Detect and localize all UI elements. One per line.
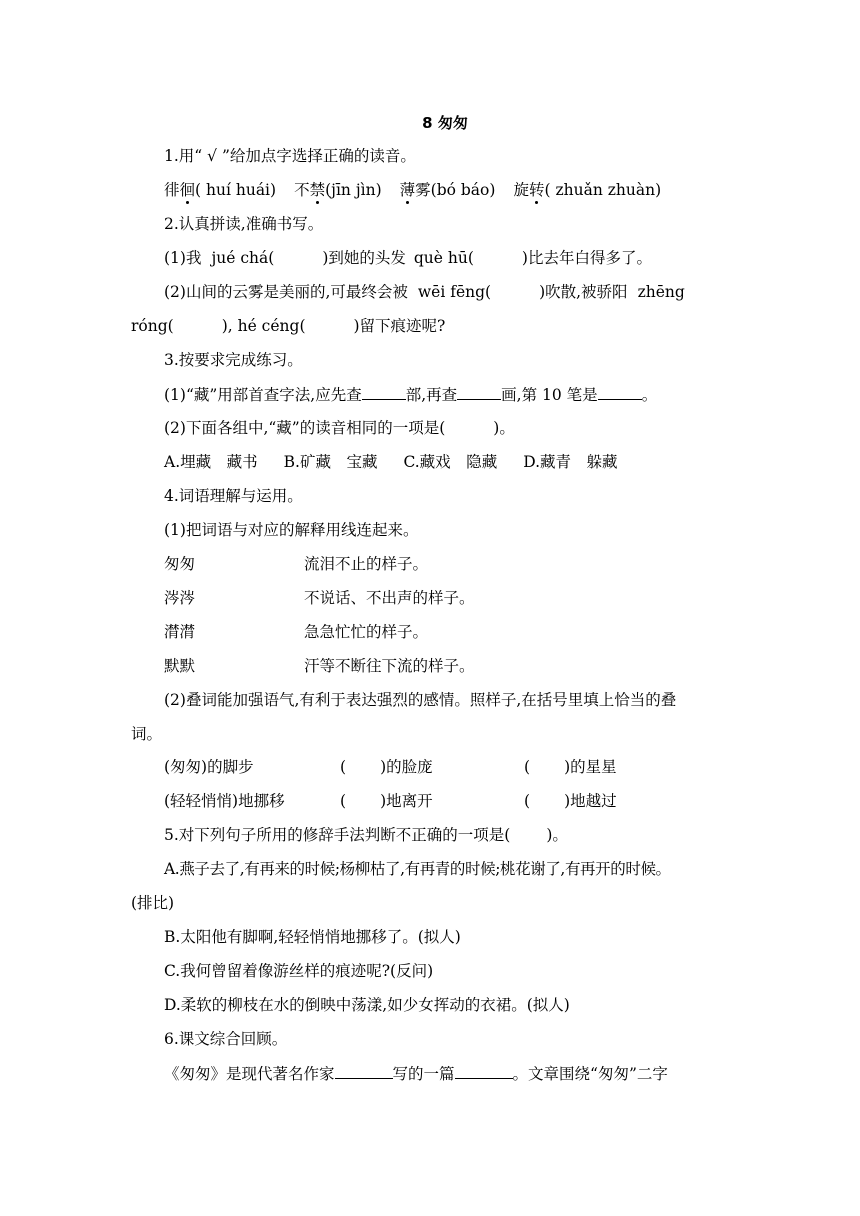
reduplication-blank[interactable]: ( )的星星 — [524, 758, 617, 776]
word-item[interactable]: 匆匆 — [164, 555, 196, 573]
q2-s3: róng( ), hé céng( )留下痕迹呢? — [131, 317, 446, 335]
q2-s1: (1)我 jué chá( )到她的头发 què hū( )比去年白得多了。 — [164, 249, 652, 267]
reduplication-blank[interactable]: ( )的脸庞 — [340, 758, 433, 776]
answer-blank[interactable] — [455, 1063, 513, 1079]
page-title: 8 匆匆 — [422, 114, 468, 132]
q6-stem: 6.课文综合回顾。 — [164, 1030, 288, 1048]
q6-text: 《匆匆》是现代著名作家 写的一篇 。文章围绕“匆匆”二字 — [164, 1065, 668, 1083]
reduplication-example: (匆匆)的脚步 — [164, 758, 254, 776]
option-d[interactable]: D.藏青 躲藏 — [523, 453, 618, 471]
q2-s2: (2)山间的云雾是美丽的,可最终会被 wēi fēng( )吹散,被骄阳 zhēng — [164, 283, 685, 301]
word-item[interactable]: 默默 — [164, 657, 196, 675]
q4-s2-line2: 词。 — [131, 725, 163, 743]
option-a[interactable]: A.埋藏 藏书 — [164, 453, 258, 471]
q5-option-a-cont: (排比) — [131, 894, 175, 912]
q3-s1: (1)“藏”用部首查字法,应先查 部,再查 画,第 10 笔是 。 — [164, 386, 658, 404]
answer-blank[interactable] — [457, 384, 501, 400]
q5-option-c[interactable]: C.我何曾留着像游丝样的痕迹呢?(反问) — [164, 962, 434, 980]
q5-option-a[interactable]: A.燕子去了,有再来的时候;杨柳枯了,有再青的时候;桃花谢了,有再开的时候。 — [164, 860, 671, 878]
q3-s2: (2)下面各组中,“藏”的读音相同的一项是( )。 — [164, 419, 515, 437]
q1-dotted-char: 禁 — [309, 181, 326, 199]
answer-blank[interactable] — [335, 1063, 393, 1079]
reduplication-blank[interactable]: ( )地越过 — [524, 792, 617, 810]
answer-blank[interactable] — [362, 384, 406, 400]
reduplication-example: (轻轻悄悄)地挪移 — [164, 792, 285, 810]
meaning-item[interactable]: 流泪不止的样子。 — [304, 555, 429, 573]
answer-blank[interactable] — [598, 384, 642, 400]
meaning-item[interactable]: 急急忙忙的样子。 — [304, 623, 429, 641]
q1-items: 徘徊( huí huái) 不禁(jīn jìn) 薄雾(bó báo) 旋转( zhuǎn zhuàn) — [164, 181, 662, 199]
q5-stem: 5.对下列句子所用的修辞手法判断不正确的一项是( )。 — [164, 826, 568, 844]
q2-stem: 2.认真拼读,准确书写。 — [164, 215, 324, 233]
q1-dotted-char: 转 — [528, 181, 545, 199]
q3-stem: 3.按要求完成练习。 — [164, 351, 303, 369]
reduplication-blank[interactable]: ( )地离开 — [340, 792, 433, 810]
q1-dotted-char: 薄 — [399, 181, 416, 199]
q1-stem: 1.用“ √ ”给加点字选择正确的读音。 — [164, 147, 416, 165]
q3-options — [164, 452, 618, 472]
word-item[interactable]: 涔涔 — [164, 589, 196, 607]
option-b[interactable]: B.矿藏 宝藏 — [283, 453, 378, 471]
q4-s2-line1: (2)叠词能加强语气,有利于表达强烈的感情。照样子,在括号里填上恰当的叠 — [164, 691, 677, 709]
word-item[interactable]: 潸潸 — [164, 623, 196, 641]
q4-stem: 4.词语理解与运用。 — [164, 487, 303, 505]
meaning-item[interactable]: 不说话、不出声的样子。 — [304, 589, 475, 607]
q5-option-b[interactable]: B.太阳他有脚啊,轻轻悄悄地挪移了。(拟人) — [164, 928, 461, 946]
option-c[interactable]: C.藏戏 隐藏 — [403, 453, 498, 471]
q4-s1: (1)把词语与对应的解释用线连起来。 — [164, 521, 419, 539]
meaning-item[interactable]: 汗等不断往下流的样子。 — [304, 657, 475, 675]
q5-option-d[interactable]: D.柔软的柳枝在水的倒映中荡漾,如少女挥动的衣裙。(拟人) — [164, 996, 570, 1014]
q1-dotted-char: 徊 — [179, 181, 196, 199]
